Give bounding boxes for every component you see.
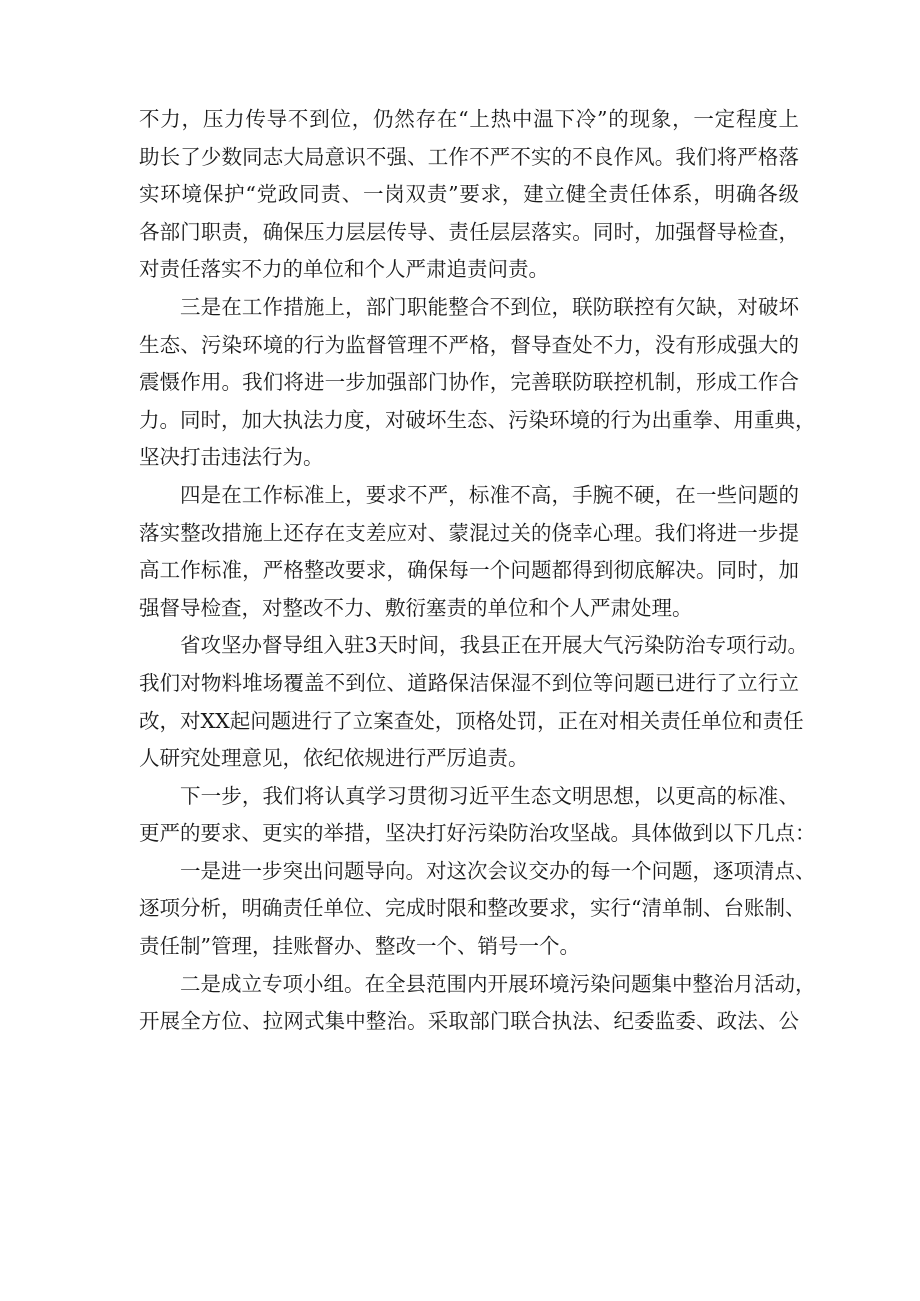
text-line: 落实整改措施上还存在支差应对、蒙混过关的侥幸心理。我们将进一步提 (139, 520, 799, 545)
paragraph (139, 853, 816, 966)
text-line: 四是在工作标准上，要求不严，标准不高，手腕不硬，在一些问题的 (180, 482, 799, 507)
text-line: 三是在工作措施上，部门职能整合不到位，联防联控有欠缺，对破坏 (180, 294, 799, 319)
text-line: 对责任落实不力的单位和个人严肃追责问责。 (139, 257, 549, 282)
paragraph (139, 627, 809, 777)
text-line: 不力，压力传导不到位，仍然存在“上热中温下冷”的现象，一定程度上 (139, 107, 799, 131)
text-line: 坚决打击违法行为。 (139, 445, 324, 470)
text-line: 一是进一步突出问题导向。对这次会议交办的每一个问题，逐项清点、 (180, 858, 816, 883)
text-line: 我们对物料堆场覆盖不到位、道路保洁保湿不到位等问题已进行了立行立 (139, 670, 799, 695)
text-line: 省攻坚办督导组入驻3天时间，我县正在开展大气污染防治专项行动。 (180, 633, 809, 658)
paragraph (139, 477, 799, 627)
text-line: 责任制”管理，挂账督办、整改一个、销号一个。 (139, 934, 580, 959)
document-body (139, 101, 816, 1041)
text-line: 改，对XX起问题进行了立案查处，顶格处罚，正在对相关责任单位和责任 (139, 708, 804, 733)
text-line: 各部门职责，确保压力层层传导、责任层层落实。同时，加强督导检查， (139, 219, 799, 244)
text-line: 震慑作用。我们将进一步加强部门协作，完善联防联控机制，形成工作合 (139, 370, 799, 395)
text-line: 力。同时，加大执法力度，对破坏生态、污染环境的行为出重拳、用重典， (139, 407, 816, 432)
text-line: 更严的要求、更实的举措，坚决打好污染防治攻坚战。具体做到以下几点： (139, 821, 816, 846)
text-line: 生态、污染环境的行为监督管理不严格，督导查处不力，没有形成强大的 (139, 332, 799, 357)
text-line: 强督导检查，对整改不力、敷衍塞责的单位和个人严肃处理。 (139, 595, 693, 620)
text-line: 开展全方位、拉网式集中整治。采取部门联合执法、纪委监委、政法、公 (139, 1009, 799, 1034)
text-line: 人研究处理意见，依纪依规进行严厉追责。 (139, 746, 529, 771)
text-line: 二是成立专项小组。在全县范围内开展环境污染问题集中整治月活动， (180, 971, 816, 996)
paragraph (139, 101, 799, 289)
text-line: 下一步，我们将认真学习贯彻习近平生态文明思想，以更高的标准、 (180, 783, 799, 808)
text-line: 高工作标准，严格整改要求，确保每一个问题都得到彻底解决。同时，加 (139, 558, 799, 583)
text-line: 助长了少数同志大局意识不强、工作不严不实的不良作风。我们将严格落 (139, 144, 799, 169)
text-line: 逐项分析，明确责任单位、完成时限和整改要求，实行“清单制、台账制、 (139, 896, 806, 921)
paragraph (139, 966, 816, 1041)
text-line: 实环境保护“党政同责、一岗双责”要求，建立健全责任体系，明确各级 (139, 182, 799, 207)
paragraph (139, 289, 816, 477)
paragraph (139, 778, 816, 853)
